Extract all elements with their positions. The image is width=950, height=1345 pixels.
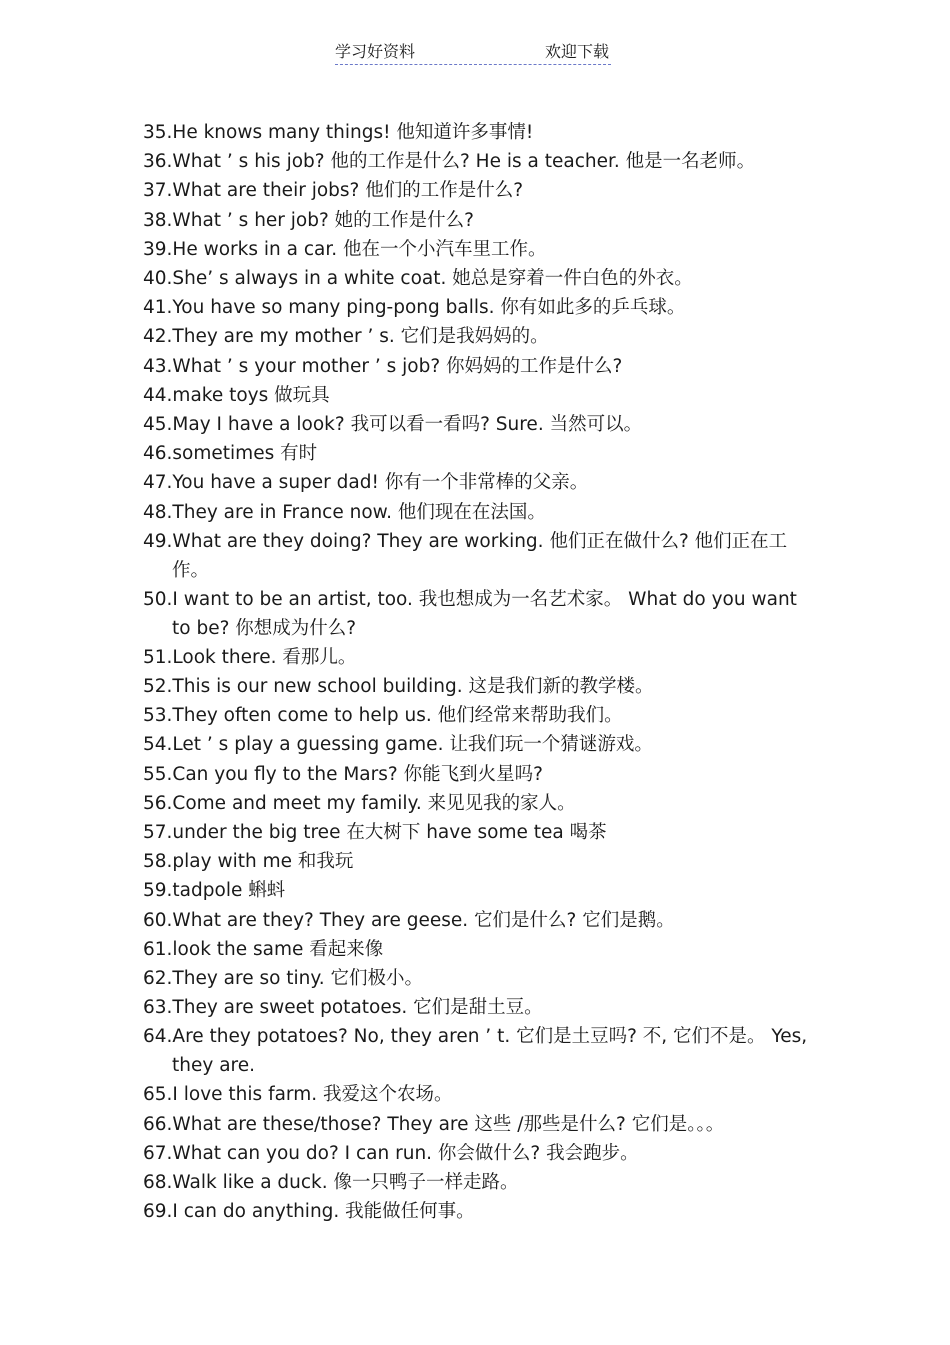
list-item: 69.I can do anything. 我能做任何事。: [143, 1201, 475, 1223]
page-header: [335, 40, 611, 65]
list-item: 64.Are they potatoes? No, they aren ’ t. 它们是土豆吗? 不, 它们不是。 Yes, they are.: [143, 1026, 808, 1077]
list-item: 40.She’ s always in a white coat. 她总是穿着一件白色的外衣。: [143, 268, 693, 290]
list-item: 42.They are my mother ’ s. 它们是我妈妈的。: [143, 326, 549, 348]
list-item: 50.I want to be an artist, too. 我也想成为一名艺术家。 What do you want to be? 你想成为什么?: [143, 588, 797, 639]
list-item: 62.They are so tiny. 它们极小。: [143, 968, 423, 990]
list-item: 45.May I have a look? 我可以看一看吗? Sure. 当然可以。: [143, 414, 643, 436]
list-item: 39.He works in a car. 他在一个小汽车里工作。: [143, 238, 547, 260]
list-item: 58.play with me 和我玩: [143, 851, 354, 873]
list-item: 52.This is our new school building. 这是我们新的教学楼。: [143, 676, 654, 698]
list-item: 38.What ’ s her job? 她的工作是什么?: [143, 209, 475, 231]
list-item: 57.under the big tree 在大树下 have some tea 喝茶: [143, 822, 607, 844]
list-item: 65.I love this farm. 我爱这个农场。: [143, 1084, 453, 1106]
list-item: 51.Look there. 看那儿。: [143, 646, 357, 668]
list-item: 54.Let ’ s play a guessing game. 让我们玩一个猜谜游戏。: [143, 734, 653, 756]
list-item: 55.Can you fly to the Mars? 你能飞到火星吗?: [143, 763, 543, 785]
list-item: 60.What are they? They are geese. 它们是什么? 它们是鹅。: [143, 909, 675, 931]
list-item: 56.Come and meet my family. 来见见我的家人。: [143, 792, 576, 814]
header-left-text: 学习好资料: [335, 42, 416, 61]
list-item: 59.tadpole 蝌蚪: [143, 880, 286, 902]
list-item: 41.You have so many ping-pong balls. 你有如此多的乒乓球。: [143, 297, 686, 319]
list-item: 67.What can you do? I can run. 你会做什么? 我会跑步。: [143, 1142, 639, 1164]
list-item: 43.What ’ s your mother ’ s job? 你妈妈的工作是什么?: [143, 355, 623, 377]
phrase-list: [143, 118, 811, 1227]
list-item: 48.They are in France now. 他们现在在法国。: [143, 501, 546, 523]
list-item: 61.look the same 看起来像: [143, 938, 384, 960]
list-item: 47.You have a super dad! 你有一个非常棒的父亲。: [143, 472, 589, 494]
list-item: 63.They are sweet potatoes. 它们是甜土豆。: [143, 997, 543, 1019]
list-item: 44.make toys 做玩具: [143, 384, 330, 406]
list-item: 66.What are these/those? They are 这些 /那些是什么? 它们是。。。: [143, 1113, 725, 1135]
list-item: 46.sometimes 有时: [143, 443, 318, 465]
list-item: 53.They often come to help us. 他们经常来帮助我们。: [143, 705, 623, 727]
list-item: 68.Walk like a duck. 像一只鸭子一样走路。: [143, 1172, 519, 1194]
header-right-text: 欢迎下载: [544, 42, 609, 61]
list-item: 36.What ’ s his job? 他的工作是什么? He is a teacher. 他是一名老师。: [143, 151, 756, 173]
list-item: 37.What are their jobs? 他们的工作是什么?: [143, 180, 524, 202]
list-item: 35.He knows many things! 他知道许多事情!: [143, 122, 534, 143]
list-item: 49.What are they doing? They are working. 他们正在做什么? 他们正在工作。: [143, 530, 788, 581]
